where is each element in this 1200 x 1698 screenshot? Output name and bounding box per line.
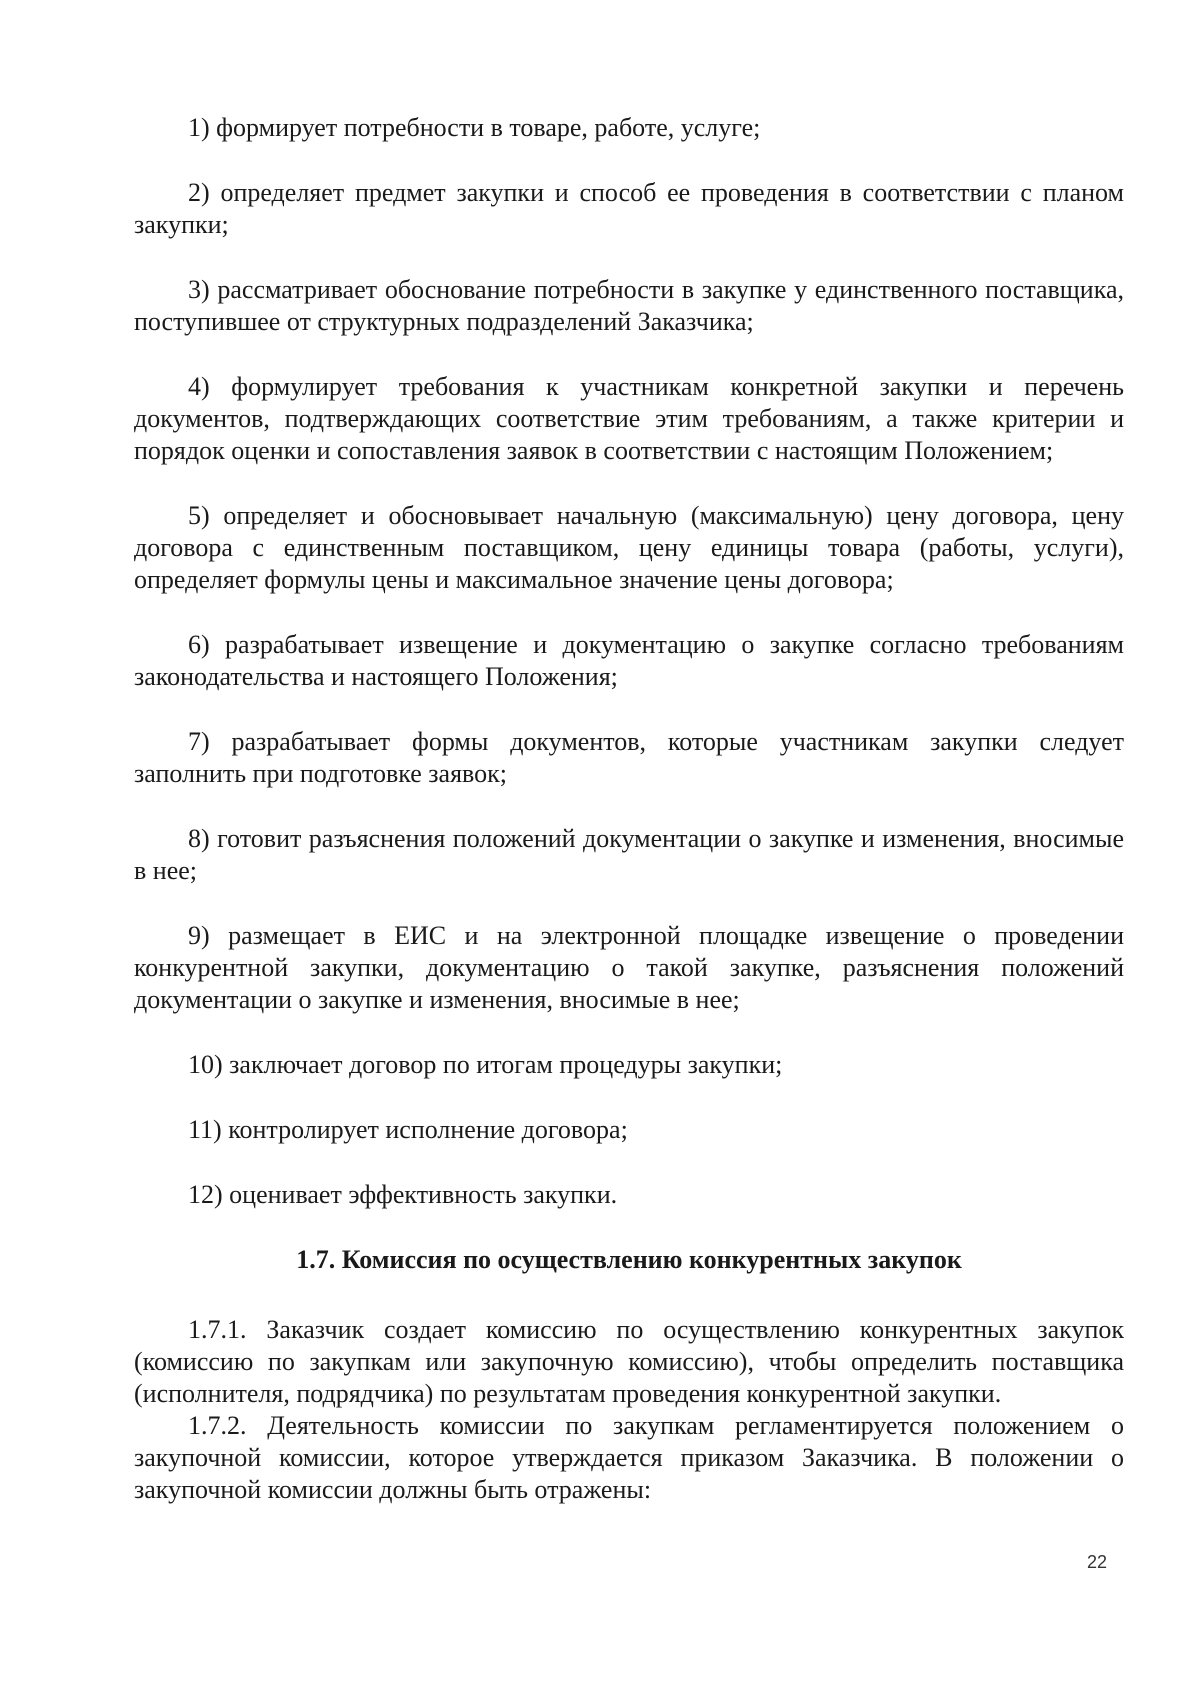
list-item: 3) рассматривает обоснование потребности в закупке у единственного поставщика, поступившее от структурных подразделений Заказчика; [134,275,1124,336]
list-item: 2) определяет предмет закупки и способ ее проведения в соответствии с планом закупки; [134,178,1124,239]
list-item: 7) разрабатывает формы документов, которые участникам закупки следует заполнить при подготовке заявок; [134,727,1124,788]
page-number: 22 [1087,1552,1108,1572]
list-item: 6) разрабатывает извещение и документацию о закупке согласно требованиям законодательства и настоящего Положения; [134,630,1124,691]
list-item: 11) контролирует исполнение договора; [188,1115,628,1144]
page-content [134,112,1124,1506]
list-item: 12) оценивает эффективность закупки. [188,1180,618,1209]
list-item: 8) готовит разъяснения положений документации о закупке и изменения, вносимые в нее; [134,824,1124,885]
list-item: 10) заключает договор по итогам процедуры закупки; [188,1050,783,1079]
list-item: 4) формулирует требования к участникам конкретной закупки и перечень документов, подтверждающих соответствие этим требованиям, а также критерии и порядок оценки и сопоставления заявок в соответствии с настоящим Положением; [134,372,1124,465]
list-item: 9) размещает в ЕИС и на электронной площадке извещение о проведении конкурентной закупки, документацию о такой закупке, разъяснения положений документации о закупке и изменения, вносимые в нее; [134,921,1124,1014]
list-item: 1) формирует потребности в товаре, работе, услуге; [188,113,761,142]
section-heading: 1.7. Комиссия по осуществлению конкурентных закупок [296,1245,962,1274]
section-paragraph: 1.7.1. Заказчик создает комиссию по осуществлению конкурентных закупок (комиссию по закупкам или закупочную комиссию), чтобы определить поставщика (исполнителя, подрядчика) по результатам проведения конкурентной закупки. [134,1315,1124,1408]
list-item: 5) определяет и обосновывает начальную (максимальную) цену договора, цену договора с единственным поставщиком, цену единицы товара (работы, услуги), определяет формулы цены и максимальное значение цены договора; [134,501,1124,594]
section-paragraph: 1.7.2. Деятельность комиссии по закупкам регламентируется положением о закупочной комиссии, которое утверждается приказом Заказчика. В положении о закупочной комиссии должны быть отражены: [134,1411,1124,1504]
